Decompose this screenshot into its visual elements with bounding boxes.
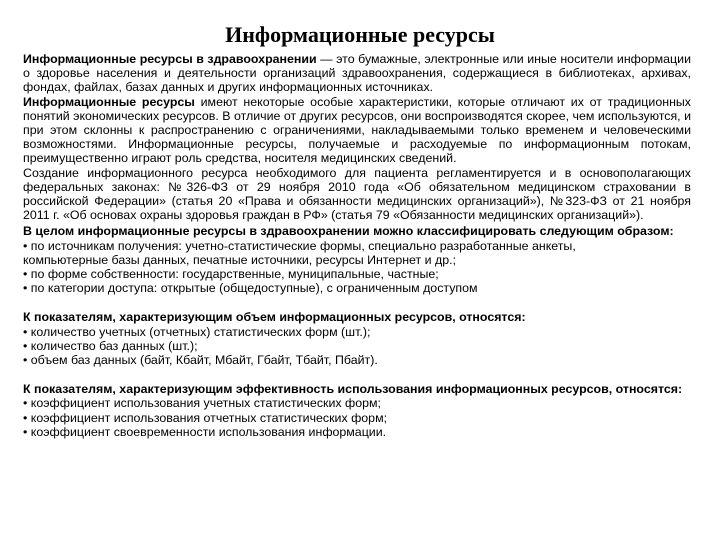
paragraph-characteristics (23, 95, 691, 166)
list-item-continuation: компьютерные базы данных, печатные источники, ресурсы Интернет и др.; (23, 252, 457, 267)
volume-indicators-list (23, 325, 691, 368)
list-item: • количество баз данных (шт.); (23, 338, 198, 353)
definition-term: Информационные ресурсы в здравоохранении (23, 52, 317, 66)
characteristics-text: имеют некоторые особые характеристики, которые отличают их от традиционных понятий экономических ресурсов. В отличие от других ресурсов, они воспроизводятся скорее, чем используются, и при этом склонны к распространению с ограничениями, накладываемыми только временем и человеческими возможностями. Информационные ресурсы, получаемые и расходуемые по информационным потокам, преимущественно играют роль средства, носителя медицинских сведений. (23, 94, 692, 166)
document-body (23, 52, 691, 439)
paragraph-definition (23, 52, 691, 95)
volume-indicators-heading: К показателям, характеризующим объем информационных ресурсов, относятся: (23, 310, 526, 325)
list-item: • по категории доступа: открытые (общедоступные), с ограниченным доступом (23, 281, 478, 296)
efficiency-indicators-list (23, 396, 691, 439)
list-item: • коэффициент своевременности использования информации. (23, 424, 387, 439)
classification-list (23, 239, 691, 296)
list-item: • коэффициент использования отчетных статистических форм; (23, 410, 388, 425)
paragraph-legislation: Создание информационного ресурса необходимого для пациента регламентируется и в основополагающих федеральных законах: №326-ФЗ от 29 ноября 2010 года «Об обязательном медицинском страховании в российской Федерации» (статья 20 «Права и обязанности медицинских организаций»), №323-ФЗ от 21 ноября 2011 г. «Об основах охраны здоровья граждан в РФ» (статья 79 «Обязанности медицинских организаций»). (23, 165, 691, 223)
list-item: • коэффициент использования учетных статистических форм; (23, 396, 381, 411)
efficiency-indicators-heading: К показателям, характеризующим эффективность использования информационных ресурсов, относятся: (23, 382, 683, 397)
list-item: • по источникам получения: учетно-статистические формы, специально разработанные анкеты, (23, 238, 576, 253)
definition-text: — это бумажные, электронные или иные носители информации о здоровье населения и деятельности организаций здравоохранения, содержащиеся в библиотеках, архивах, фондах, файлах, базах данных и других информационных источниках. (23, 52, 691, 95)
characteristics-term: Информационные ресурсы (23, 94, 195, 109)
list-item: • по форме собственности: государственные, муниципальные, частные; (23, 267, 439, 282)
page-title: Информационные ресурсы (225, 22, 495, 47)
classification-heading: В целом информационные ресурсы в здравоохранении можно классифицировать следующим образом: (23, 224, 674, 239)
list-item: • объем баз данных (байт, Кбайт, Мбайт, Гбайт, Тбайт, Пбайт). (23, 353, 378, 368)
list-item: • количество учетных (отчетных) статистических форм (шт.); (23, 324, 371, 339)
